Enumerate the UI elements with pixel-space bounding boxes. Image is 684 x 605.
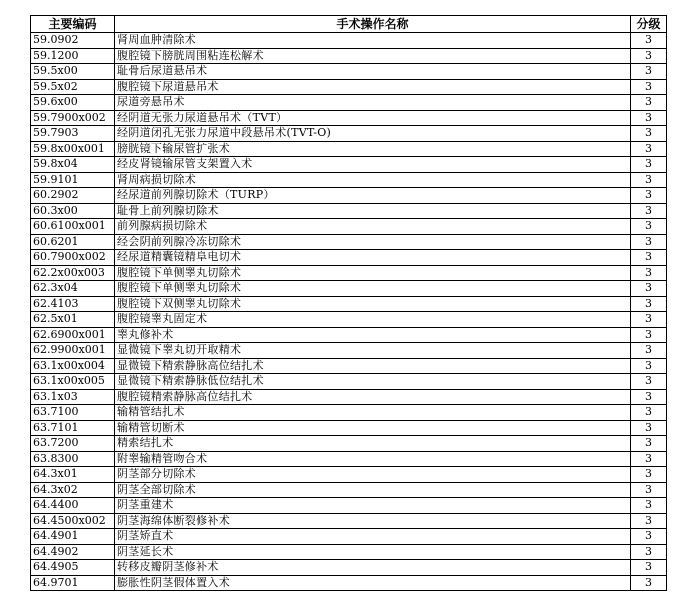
table-row xyxy=(31,420,667,436)
procedure-name-cell: 腹腔镜下尿道悬吊术 xyxy=(115,79,631,95)
procedure-name-cell: 阴茎矫直术 xyxy=(115,529,631,545)
header-row xyxy=(31,16,667,33)
grade-cell: 3 xyxy=(631,560,667,576)
table-row xyxy=(31,560,667,576)
table-row xyxy=(31,405,667,421)
grade-cell: 3 xyxy=(631,48,667,64)
code-cell: 62.6900x001 xyxy=(31,327,115,343)
code-cell: 63.1x03 xyxy=(31,389,115,405)
grade-cell: 3 xyxy=(631,281,667,297)
table-row xyxy=(31,157,667,173)
procedure-name-cell: 阴茎重建术 xyxy=(115,498,631,514)
table-row xyxy=(31,48,667,64)
table-row xyxy=(31,467,667,483)
procedure-name-cell: 腹腔镜下膀胱周围粘连松解术 xyxy=(115,48,631,64)
grade-cell: 3 xyxy=(631,436,667,452)
grade-cell: 3 xyxy=(631,343,667,359)
grade-cell: 3 xyxy=(631,374,667,390)
grade-cell: 3 xyxy=(631,172,667,188)
procedure-name-cell: 睾丸修补术 xyxy=(115,327,631,343)
grade-cell: 3 xyxy=(631,358,667,374)
grade-cell: 3 xyxy=(631,250,667,266)
header-grade: 分级 xyxy=(631,16,667,33)
table-body xyxy=(31,33,667,591)
grade-cell: 3 xyxy=(631,327,667,343)
procedure-name-cell: 肾周血肿清除术 xyxy=(115,33,631,49)
table-row xyxy=(31,141,667,157)
code-cell: 60.3x00 xyxy=(31,203,115,219)
table-row xyxy=(31,172,667,188)
code-cell: 62.2x00x003 xyxy=(31,265,115,281)
procedure-name-cell: 阴茎全部切除术 xyxy=(115,482,631,498)
grade-cell: 3 xyxy=(631,451,667,467)
table-row xyxy=(31,529,667,545)
grade-cell: 3 xyxy=(631,265,667,281)
table-row xyxy=(31,544,667,560)
table-row xyxy=(31,234,667,250)
table-row xyxy=(31,250,667,266)
table-row xyxy=(31,312,667,328)
header-name: 手术操作名称 xyxy=(115,16,631,33)
code-cell: 62.4103 xyxy=(31,296,115,312)
code-cell: 59.5x00 xyxy=(31,64,115,80)
grade-cell: 3 xyxy=(631,188,667,204)
procedure-name-cell: 腹腔镜下单侧睾丸切除术 xyxy=(115,281,631,297)
code-cell: 64.4901 xyxy=(31,529,115,545)
procedure-name-cell: 阴茎部分切除术 xyxy=(115,467,631,483)
procedure-name-cell: 耻骨上前列腺切除术 xyxy=(115,203,631,219)
procedure-grading-sheet xyxy=(30,15,667,591)
grade-cell: 3 xyxy=(631,420,667,436)
table-row xyxy=(31,203,667,219)
table-row xyxy=(31,79,667,95)
table-row xyxy=(31,188,667,204)
grade-cell: 3 xyxy=(631,33,667,49)
grade-cell: 3 xyxy=(631,95,667,111)
table-row xyxy=(31,296,667,312)
procedure-name-cell: 输精管切断术 xyxy=(115,420,631,436)
procedure-name-cell: 输精管结扎术 xyxy=(115,405,631,421)
procedure-name-cell: 经尿道精囊镜精阜电切术 xyxy=(115,250,631,266)
procedure-name-cell: 膀胱镜下输尿管扩张术 xyxy=(115,141,631,157)
code-cell: 64.3x02 xyxy=(31,482,115,498)
procedure-table xyxy=(30,15,667,591)
grade-cell: 3 xyxy=(631,296,667,312)
code-cell: 64.4400 xyxy=(31,498,115,514)
grade-cell: 3 xyxy=(631,575,667,591)
table-row xyxy=(31,482,667,498)
procedure-name-cell: 经阴道闭孔无张力尿道中段悬吊术(TVT-O) xyxy=(115,126,631,142)
procedure-name-cell: 腹腔镜精索静脉高位结扎术 xyxy=(115,389,631,405)
code-cell: 60.6201 xyxy=(31,234,115,250)
table-row xyxy=(31,389,667,405)
procedure-name-cell: 经皮肾镜输尿管支架置入术 xyxy=(115,157,631,173)
code-cell: 63.8300 xyxy=(31,451,115,467)
table-row xyxy=(31,374,667,390)
code-cell: 62.3x04 xyxy=(31,281,115,297)
procedure-name-cell: 经阴道无张力尿道悬吊术（TVT） xyxy=(115,110,631,126)
procedure-name-cell: 显微镜下精索静脉高位结扎术 xyxy=(115,358,631,374)
code-cell: 63.7101 xyxy=(31,420,115,436)
grade-cell: 3 xyxy=(631,203,667,219)
code-cell: 63.7200 xyxy=(31,436,115,452)
table-row xyxy=(31,343,667,359)
procedure-name-cell: 精索结扎术 xyxy=(115,436,631,452)
procedure-name-cell: 经尿道前列腺切除术（TURP） xyxy=(115,188,631,204)
procedure-name-cell: 转移皮瓣阴茎修补术 xyxy=(115,560,631,576)
table-row xyxy=(31,33,667,49)
table-row xyxy=(31,575,667,591)
code-cell: 60.6100x001 xyxy=(31,219,115,235)
procedure-name-cell: 显微镜下睾丸切开取精术 xyxy=(115,343,631,359)
code-cell: 59.0902 xyxy=(31,33,115,49)
code-cell: 59.1200 xyxy=(31,48,115,64)
grade-cell: 3 xyxy=(631,389,667,405)
procedure-name-cell: 附睾输精管吻合术 xyxy=(115,451,631,467)
code-cell: 59.7903 xyxy=(31,126,115,142)
procedure-name-cell: 阴茎海绵体断裂修补术 xyxy=(115,513,631,529)
code-cell: 63.7100 xyxy=(31,405,115,421)
grade-cell: 3 xyxy=(631,312,667,328)
code-cell: 64.4905 xyxy=(31,560,115,576)
procedure-name-cell: 腹腔镜睾丸固定术 xyxy=(115,312,631,328)
table-row xyxy=(31,126,667,142)
table-row xyxy=(31,110,667,126)
grade-cell: 3 xyxy=(631,79,667,95)
code-cell: 60.7900x002 xyxy=(31,250,115,266)
grade-cell: 3 xyxy=(631,498,667,514)
code-cell: 59.7900x002 xyxy=(31,110,115,126)
code-cell: 59.9101 xyxy=(31,172,115,188)
grade-cell: 3 xyxy=(631,513,667,529)
grade-cell: 3 xyxy=(631,219,667,235)
procedure-name-cell: 阴茎延长术 xyxy=(115,544,631,560)
procedure-name-cell: 尿道旁悬吊术 xyxy=(115,95,631,111)
table-row xyxy=(31,358,667,374)
table-row xyxy=(31,95,667,111)
grade-cell: 3 xyxy=(631,234,667,250)
code-cell: 63.1x00x004 xyxy=(31,358,115,374)
table-row xyxy=(31,436,667,452)
code-cell: 59.8x04 xyxy=(31,157,115,173)
grade-cell: 3 xyxy=(631,529,667,545)
table-header xyxy=(31,16,667,33)
grade-cell: 3 xyxy=(631,482,667,498)
procedure-name-cell: 肾周病损切除术 xyxy=(115,172,631,188)
procedure-name-cell: 腹腔镜下单侧睾丸切除术 xyxy=(115,265,631,281)
code-cell: 64.9701 xyxy=(31,575,115,591)
code-cell: 64.4902 xyxy=(31,544,115,560)
table-row xyxy=(31,64,667,80)
table-row xyxy=(31,219,667,235)
code-cell: 64.4500x002 xyxy=(31,513,115,529)
table-row xyxy=(31,265,667,281)
header-code: 主要编码 xyxy=(31,16,115,33)
grade-cell: 3 xyxy=(631,467,667,483)
code-cell: 63.1x00x005 xyxy=(31,374,115,390)
procedure-name-cell: 前列腺病损切除术 xyxy=(115,219,631,235)
grade-cell: 3 xyxy=(631,141,667,157)
table-row xyxy=(31,327,667,343)
code-cell: 64.3x01 xyxy=(31,467,115,483)
code-cell: 59.5x02 xyxy=(31,79,115,95)
table-row xyxy=(31,451,667,467)
table-row xyxy=(31,513,667,529)
code-cell: 59.8x00x001 xyxy=(31,141,115,157)
grade-cell: 3 xyxy=(631,64,667,80)
table-row xyxy=(31,281,667,297)
code-cell: 59.6x00 xyxy=(31,95,115,111)
code-cell: 62.9900x001 xyxy=(31,343,115,359)
grade-cell: 3 xyxy=(631,157,667,173)
grade-cell: 3 xyxy=(631,110,667,126)
procedure-name-cell: 膨胀性阴茎假体置入术 xyxy=(115,575,631,591)
grade-cell: 3 xyxy=(631,405,667,421)
procedure-name-cell: 耻骨后尿道悬吊术 xyxy=(115,64,631,80)
table-row xyxy=(31,498,667,514)
procedure-name-cell: 腹腔镜下双侧睾丸切除术 xyxy=(115,296,631,312)
code-cell: 60.2902 xyxy=(31,188,115,204)
code-cell: 62.5x01 xyxy=(31,312,115,328)
procedure-name-cell: 显微镜下精索静脉低位结扎术 xyxy=(115,374,631,390)
grade-cell: 3 xyxy=(631,126,667,142)
grade-cell: 3 xyxy=(631,544,667,560)
procedure-name-cell: 经会阴前列腺冷冻切除术 xyxy=(115,234,631,250)
